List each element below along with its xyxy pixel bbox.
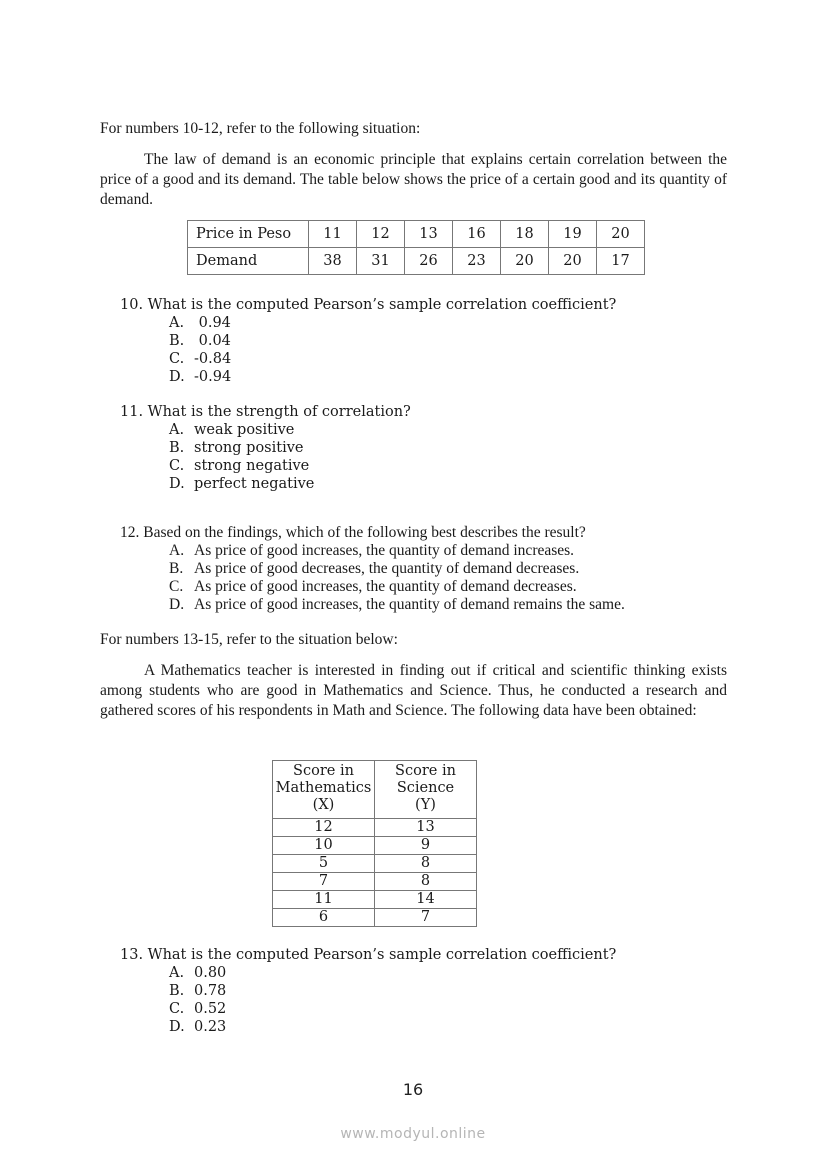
question-10 xyxy=(120,296,616,314)
option-d[interactable] xyxy=(169,475,314,493)
table-cell: 19 xyxy=(549,221,597,248)
question-number: 10. xyxy=(120,297,144,313)
header-line: Science xyxy=(396,780,455,796)
table-row xyxy=(273,837,477,855)
table-cell: 13 xyxy=(375,819,477,837)
question-11-options xyxy=(169,421,314,493)
question-number: 11. xyxy=(120,404,144,420)
header-line: Score in xyxy=(293,763,354,779)
table-cell: 13 xyxy=(405,221,453,248)
option-text: 0.23 xyxy=(194,1019,227,1035)
question-12 xyxy=(120,524,586,542)
option-a[interactable] xyxy=(169,542,625,560)
header-line: Mathematics xyxy=(275,780,372,796)
option-text: strong positive xyxy=(194,440,304,456)
paragraph-text: The law of demand is an economic principle that explains certain correlation between the price of a good and its demand. The table below shows the price of a certain good and its quantity of demand. xyxy=(100,151,727,208)
option-text: strong negative xyxy=(194,458,310,474)
table-cell: 20 xyxy=(597,221,645,248)
option-a[interactable] xyxy=(169,964,226,982)
option-text: weak positive xyxy=(194,422,295,438)
table-row xyxy=(188,221,645,248)
option-b[interactable] xyxy=(169,982,226,1000)
option-text: -0.84 xyxy=(194,351,232,367)
question-text: What is the computed Pearson’s sample correlation coefficient? xyxy=(147,947,617,963)
table-cell: 23 xyxy=(453,248,501,275)
table-cell: 12 xyxy=(357,221,405,248)
option-d[interactable] xyxy=(169,368,231,386)
question-text: What is the computed Pearson’s sample correlation coefficient? xyxy=(147,297,617,313)
column-header-science xyxy=(375,761,477,819)
watermark: www.modyul.online xyxy=(340,1126,486,1142)
question-text: Based on the findings, which of the following best describes the result? xyxy=(143,524,586,541)
table-cell: 31 xyxy=(357,248,405,275)
price-demand-table xyxy=(187,220,645,275)
option-text: 0.04 xyxy=(194,333,231,349)
table-cell: 6 xyxy=(273,909,375,927)
table-cell: 11 xyxy=(273,891,375,909)
option-text: As price of good increases, the quantity of demand remains the same. xyxy=(194,596,625,613)
page-number: 16 xyxy=(402,1080,424,1099)
option-text: 0.52 xyxy=(194,1001,227,1017)
option-letter: C. xyxy=(169,351,185,367)
option-letter: B. xyxy=(169,560,184,577)
option-d[interactable] xyxy=(169,596,625,614)
table-cell: 8 xyxy=(375,855,477,873)
option-letter: B. xyxy=(169,440,185,456)
option-letter: C. xyxy=(169,458,185,474)
option-text: 0.94 xyxy=(194,315,231,331)
table-cell: 5 xyxy=(273,855,375,873)
table-cell: 20 xyxy=(501,248,549,275)
option-c[interactable] xyxy=(169,457,314,475)
question-12-options xyxy=(169,542,625,614)
option-letter: B. xyxy=(169,333,185,349)
question-text: What is the strength of correlation? xyxy=(147,404,411,420)
table-cell: 11 xyxy=(309,221,357,248)
law-of-demand-paragraph xyxy=(100,150,727,210)
question-13-options xyxy=(169,964,226,1036)
option-letter: A. xyxy=(169,315,185,331)
header-line: (Y) xyxy=(415,797,436,813)
section-intro-13-15: For numbers 13-15, refer to the situation below: xyxy=(100,631,398,648)
option-text: As price of good increases, the quantity of demand increases. xyxy=(194,542,575,559)
option-d[interactable] xyxy=(169,1018,226,1036)
option-letter: C. xyxy=(169,578,184,595)
table-row xyxy=(273,891,477,909)
paragraph-text: A Mathematics teacher is interested in finding out if critical and scientific thinking exists among students who are good in Mathematics and Science. Thus, he conducted a research and gathered scores of his respondents in Math and Science. The following data have been obtained: xyxy=(100,662,727,719)
option-text: 0.80 xyxy=(194,965,227,981)
option-letter: D. xyxy=(169,596,185,613)
option-letter: A. xyxy=(169,965,185,981)
table-row xyxy=(273,819,477,837)
option-b[interactable] xyxy=(169,560,625,578)
table-row xyxy=(273,873,477,891)
table-row xyxy=(188,248,645,275)
table-cell: 10 xyxy=(273,837,375,855)
question-13 xyxy=(120,946,616,964)
column-header-math xyxy=(273,761,375,819)
option-text: 0.78 xyxy=(194,983,227,999)
table-row xyxy=(273,855,477,873)
table-cell: 17 xyxy=(597,248,645,275)
question-number: 13. xyxy=(120,947,144,963)
option-text: As price of good increases, the quantity of demand decreases. xyxy=(194,578,577,595)
table-header-row xyxy=(273,761,477,819)
option-text: perfect negative xyxy=(194,476,315,492)
math-science-paragraph xyxy=(100,661,727,721)
option-letter: B. xyxy=(169,983,185,999)
table-cell: 7 xyxy=(375,909,477,927)
option-letter: A. xyxy=(169,542,185,559)
table-cell: 14 xyxy=(375,891,477,909)
table-row xyxy=(273,909,477,927)
option-b[interactable] xyxy=(169,439,314,457)
table-cell: 16 xyxy=(453,221,501,248)
section-intro-10-12: For numbers 10-12, refer to the following situation: xyxy=(100,120,421,137)
table-cell: 38 xyxy=(309,248,357,275)
table-cell: 9 xyxy=(375,837,477,855)
option-letter: D. xyxy=(169,369,185,385)
option-b[interactable] xyxy=(169,332,231,350)
option-letter: C. xyxy=(169,1001,185,1017)
option-text: -0.94 xyxy=(194,369,232,385)
question-number: 12. xyxy=(120,524,140,541)
table-cell: 26 xyxy=(405,248,453,275)
option-a[interactable] xyxy=(169,314,231,332)
option-letter: D. xyxy=(169,476,185,492)
option-c[interactable] xyxy=(169,350,231,368)
option-c[interactable] xyxy=(169,1000,226,1018)
table-cell: 18 xyxy=(501,221,549,248)
row-header: Demand xyxy=(188,248,309,275)
table-cell: 8 xyxy=(375,873,477,891)
option-letter: D. xyxy=(169,1019,185,1035)
option-c[interactable] xyxy=(169,578,625,596)
table-cell: 20 xyxy=(549,248,597,275)
header-line: (X) xyxy=(312,797,335,813)
option-a[interactable] xyxy=(169,421,314,439)
table-cell: 12 xyxy=(273,819,375,837)
row-header: Price in Peso xyxy=(188,221,309,248)
option-text: As price of good decreases, the quantity of demand decreases. xyxy=(194,560,580,577)
question-11 xyxy=(120,403,411,421)
scores-table xyxy=(272,760,477,927)
question-10-options xyxy=(169,314,231,386)
table-cell: 7 xyxy=(273,873,375,891)
header-line: Score in xyxy=(395,763,456,779)
option-letter: A. xyxy=(169,422,185,438)
